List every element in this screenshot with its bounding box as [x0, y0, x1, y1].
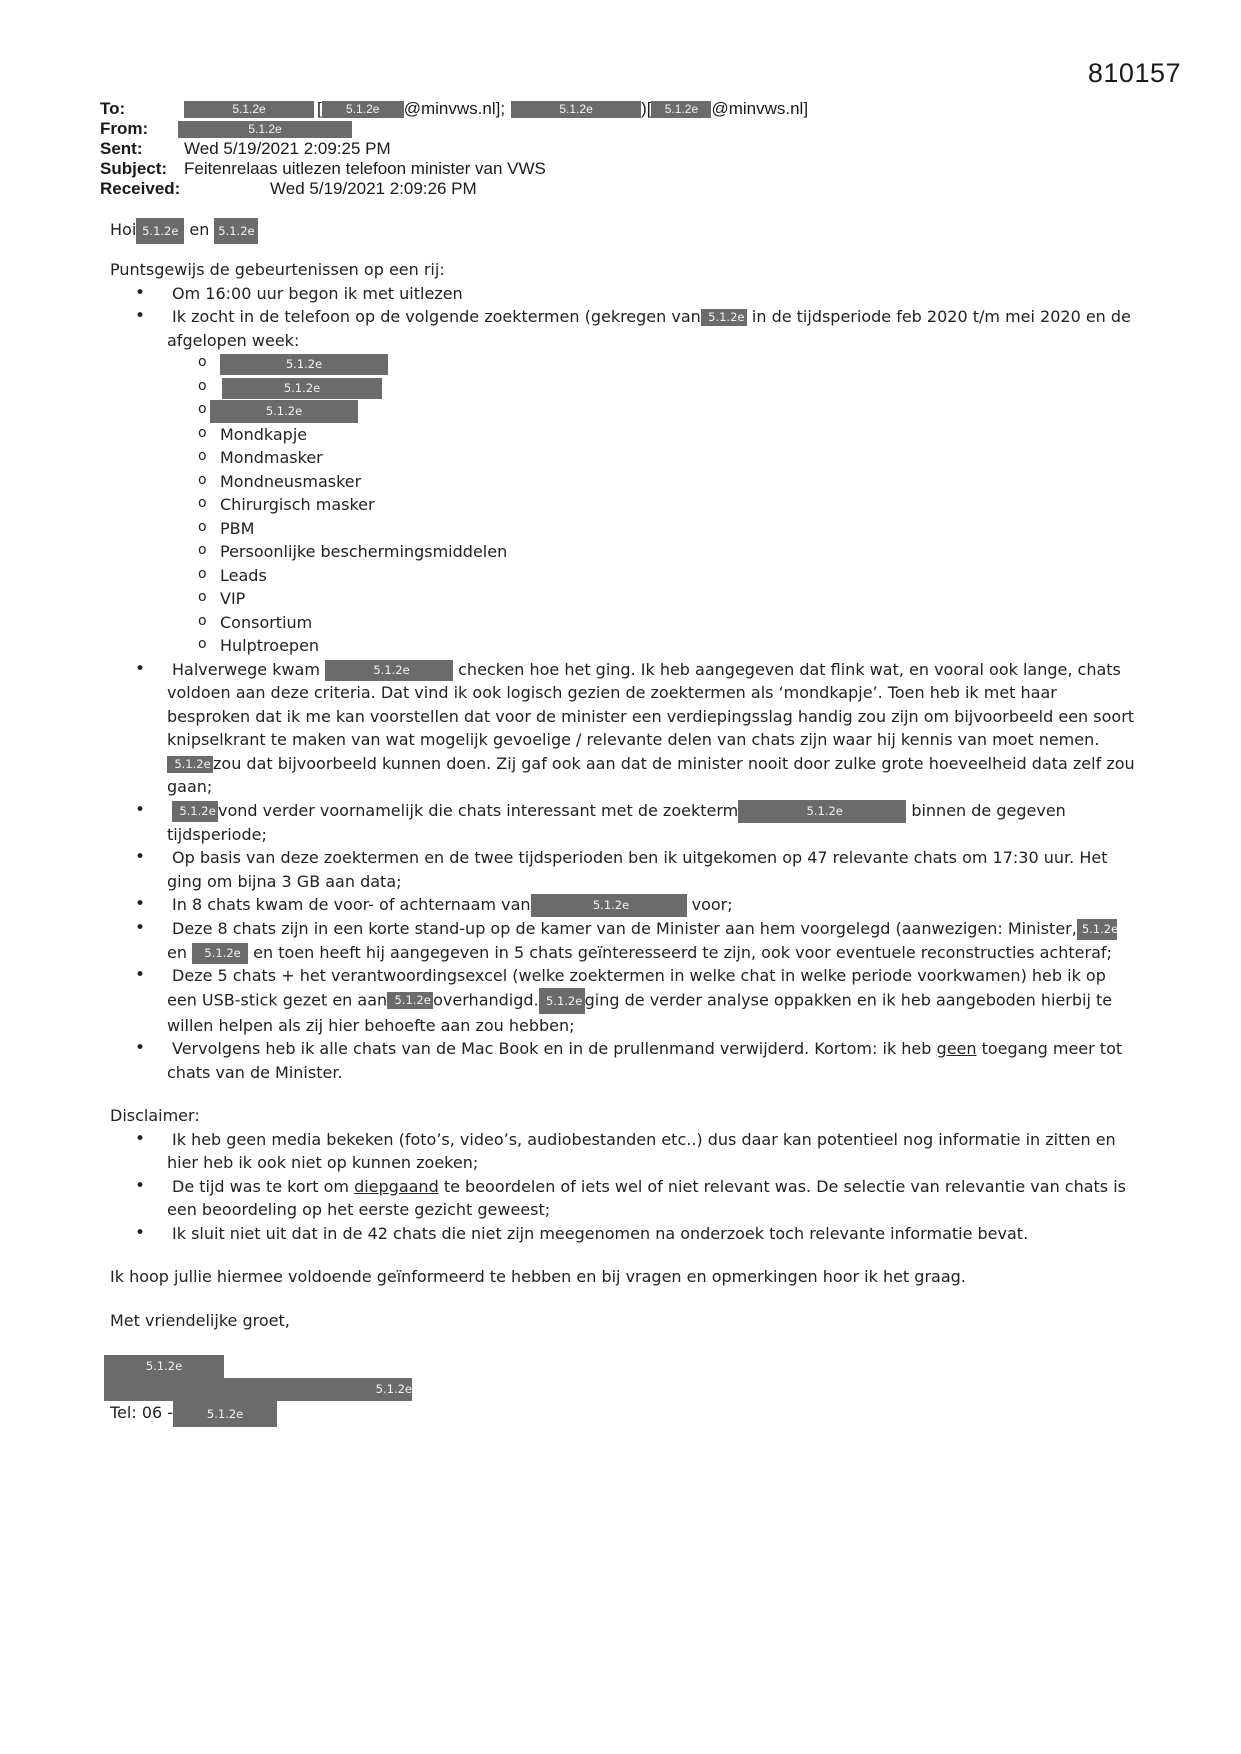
redaction: 5.1.2e	[178, 121, 352, 138]
redaction: 5.1.2e	[210, 400, 358, 423]
list-item: o Consortium	[198, 611, 1140, 635]
redaction: 5.1.2e	[539, 988, 585, 1014]
redaction: 5.1.2e	[104, 1355, 224, 1378]
to-label: To:	[100, 99, 126, 118]
to-domain: @minvws.nl]	[711, 99, 809, 118]
email-body	[110, 216, 1140, 1426]
list-item: • Ik sluit niet uit dat in de 42 chats die niet zijn meegenomen na onderzoek toch relevante informatie bevat.	[105, 1222, 1140, 1246]
sent-row	[100, 139, 808, 159]
redaction: 5.1.2e	[167, 756, 213, 773]
document-number: 810157	[1087, 58, 1181, 88]
list-item: • Ik zocht in de telefoon op de volgende zoektermen (gekregen van 5.1.2e in de tijdsperiode feb 2020 t/m mei 2020 en de afgelopen week: o 5.1.2e o 5.1.2e o 5.1.2e o Mondkapje o Mondmasker o Mondneusmasker o Chirurgisch masker o PBM o Persoonlijke beschermingsmiddelen o Leads o VIP o Consortium o Hulptroepen	[105, 305, 1140, 658]
list-item: o Chirurgisch masker	[198, 493, 1140, 517]
redaction: 5.1.2e	[214, 218, 258, 244]
search-terms-list	[105, 352, 1140, 658]
sent-label: Sent:	[100, 139, 143, 158]
redaction: 5.1.2e	[184, 101, 314, 118]
from-label: From:	[100, 119, 149, 138]
signature: 5.1.2e 5.1.2e Tel: 06 - 5.1.2e	[110, 1354, 1140, 1426]
event-list	[105, 282, 1140, 1085]
to-domain: @minvws.nl];	[403, 99, 506, 118]
redaction: 5.1.2e	[738, 800, 906, 823]
redaction: 5.1.2e	[325, 660, 453, 681]
redaction: 5.1.2e	[192, 943, 248, 964]
redaction: 5.1.2e	[511, 101, 641, 118]
list-item: • De tijd was te kort om diepgaand te beoordelen of iets wel of niet relevant was. De selectie van relevantie van chats is een beoordeling op het eerste gezicht geweest;	[105, 1175, 1140, 1222]
list-item: • Op basis van deze zoektermen en de twee tijdsperioden ben ik uitgekomen op 47 relevante chats om 17:30 uur. Het ging om bijna 3 GB aan data;	[105, 846, 1140, 893]
list-item: o Mondmasker	[198, 446, 1140, 470]
redaction: 5.1.2e	[136, 218, 184, 244]
subject-value: Feitenrelaas uitlezen telefoon minister van VWS	[184, 159, 546, 178]
redaction: 5.1.2e	[222, 378, 382, 399]
subject-row	[100, 159, 808, 179]
redaction: 5.1.2e	[387, 992, 433, 1009]
list-item: o Hulptroepen	[198, 634, 1140, 658]
received-value: Wed 5/19/2021 2:09:26 PM	[270, 179, 477, 198]
sent-value: Wed 5/19/2021 2:09:25 PM	[184, 139, 391, 158]
list-item	[198, 399, 1140, 423]
list-item: • 5.1.2e vond verder voornamelijk die chats interessant met de zoekterm 5.1.2e binnen de gegeven tijdsperiode;	[105, 799, 1140, 847]
list-item: o Persoonlijke beschermingsmiddelen	[198, 540, 1140, 564]
list-item: • Ik heb geen media bekeken (foto’s, video’s, audiobestanden etc..) dus daar kan potentieel nog informatie in zitten en hier heb ik ook niet op kunnen zoeken;	[105, 1128, 1140, 1175]
to-row: To: 5.1.2e [ 5.1.2e @minvws.nl]; 5.1.2e )[ 5.1.2e @minvws.nl]	[100, 99, 809, 118]
list-item: o VIP	[198, 587, 1140, 611]
disclaimer-list	[105, 1128, 1140, 1246]
list-item: • Om 16:00 uur begon ik met uitlezen	[105, 282, 1140, 306]
received-row	[100, 179, 808, 199]
intro-text: Puntsgewijs de gebeurtenissen op een rij:	[110, 260, 445, 279]
redaction: 5.1.2e	[173, 1401, 277, 1427]
disclaimer-title: Disclaimer:	[110, 1106, 200, 1125]
redaction: 5.1.2e	[1077, 919, 1117, 940]
received-label: Received:	[100, 179, 181, 198]
list-item: o Leads	[198, 564, 1140, 588]
list-item: o Mondkapje	[198, 423, 1140, 447]
greeting: Hoi 5.1.2e en 5.1.2e	[110, 216, 1140, 244]
list-item: • Deze 5 chats + het verantwoordingsexcel (welke zoektermen in welke chat in welke periode voorkwamen) heb ik op een USB-stick gezet en aan 5.1.2e overhandigd. 5.1.2e ging de verder analyse oppakken en ik heb aangeboden hierbij te willen helpen als zij hier behoefte aan zou hebben;	[105, 964, 1140, 1037]
redaction: 5.1.2e	[322, 101, 404, 118]
list-item: • Deze 8 chats zijn in een korte stand-up op de kamer van de Minister aan hem voorgelegd (aanwezigen: Minister, 5.1.2e en 5.1.2e en toen heeft hij aangegeven in 5 chats geïnteresseerd te zijn, ook voor eventuele reconstructies achteraf;	[105, 917, 1140, 964]
list-item: • Halverwege kwam 5.1.2e checken hoe het ging. Ik heb aangegeven dat flink wat, en vooral ook lange, chats voldoen aan deze criteria. Dat vind ik ook logisch gezien de zoektermen als ‘mondkapje’. Toen heb ik met haar besproken dat ik me kan voorstellen dat voor de minister een verdiepingsslag handig zou zijn om bijvoorbeeld een soort knipselkrant te maken van wat mogelijk gevoelige / relevante delen van chats zijn waar hij kennis van moet nemen.5.1.2e zou dat bijvoorbeeld kunnen doen. Zij gaf ook aan dat de minister nooit door zulke grote hoeveelheid data zelf zou gaan;	[105, 658, 1140, 799]
regards-text: Met vriendelijke groet,	[110, 1310, 290, 1330]
redaction: 5.1.2e	[531, 894, 687, 917]
from-row	[100, 119, 808, 139]
subject-label: Subject:	[100, 159, 168, 178]
list-item: • In 8 chats kwam de voor- of achternaam van 5.1.2e voor;	[105, 893, 1140, 917]
redaction: 5.1.2e	[701, 309, 747, 326]
list-item: o PBM	[198, 517, 1140, 541]
redaction: 5.1.2e	[104, 1378, 412, 1401]
redaction: 5.1.2e	[172, 801, 218, 822]
list-item: o Mondneusmasker	[198, 470, 1140, 494]
email-header	[100, 99, 808, 199]
list-item: • Vervolgens heb ik alle chats van de Mac Book en in de prullenmand verwijderd. Kortom: ik heb geen toegang meer tot chats van de Minister.	[105, 1037, 1140, 1084]
redaction: 5.1.2e	[220, 354, 388, 375]
closing-text: Ik hoop jullie hiermee voldoende geïnformeerd te hebben en bij vragen en opmerkingen hoor ik het graag.	[110, 1267, 966, 1286]
list-item	[198, 352, 1140, 376]
list-item	[198, 376, 1140, 400]
redaction: 5.1.2e	[651, 101, 711, 118]
